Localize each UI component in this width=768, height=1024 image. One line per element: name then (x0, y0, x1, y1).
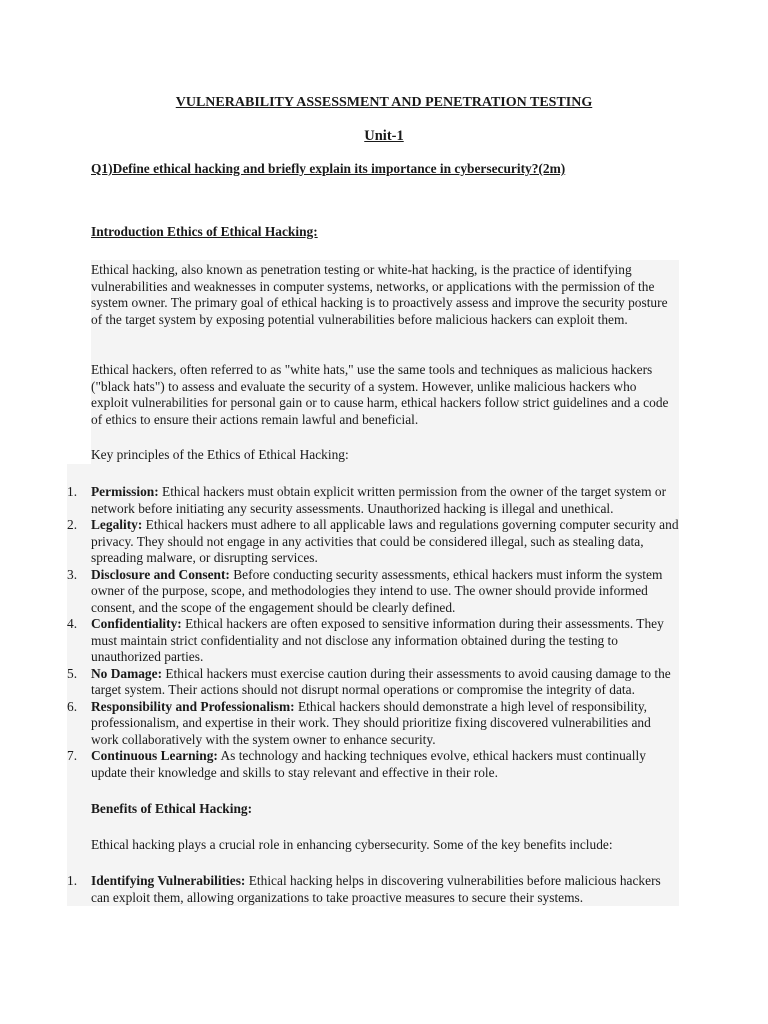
unit-heading: Unit-1 (364, 128, 404, 144)
list-item-term: Legality: (91, 517, 143, 532)
benefits-heading: Benefits of Ethical Hacking: (91, 801, 253, 816)
paragraph: Ethical hacking, also known as penetration testing or white-hat hacking, is the practice of identifying vulnerabilities and weaknesses in computer systems, networks, or applications with the permission of the system owner. The primary goal of ethical hacking is to proactively assess and improve the security posture of the target system by exposing potential vulnerabilities before malicious hackers can exploit them. (91, 262, 668, 327)
list-item-text: Ethical hackers are often exposed to sensitive information during their assessments. They must maintain strict confidentiality and not disclose any information obtained during the testing to unauthorized parties. (91, 616, 664, 664)
list-item-text: Ethical hacking helps in discovering vulnerabilities before malicious hackers can exploit them, allowing organizations to take proactive measures to secure their systems. (91, 873, 661, 905)
paragraph: Key principles of the Ethics of Ethical Hacking: (91, 447, 349, 462)
list-item (67, 873, 679, 906)
benefits-list (67, 873, 679, 906)
document-title: VULNERABILITY ASSESSMENT AND PENETRATION TESTING (175, 95, 593, 110)
list-number: 7. (67, 748, 78, 763)
list-item (67, 484, 679, 517)
list-number: 3. (67, 566, 78, 582)
list-number: 1. (67, 873, 78, 888)
list-number: 2. (67, 517, 78, 532)
list-item (67, 616, 679, 666)
list-item (67, 666, 679, 699)
list-item (67, 748, 679, 781)
question-heading: Q1)Define ethical hacking and briefly explain its importance in cybersecurity?(2m) (91, 161, 566, 176)
list-item-term: Continuous Learning: (91, 748, 218, 763)
list-item (67, 517, 679, 567)
list-number: 6. (67, 698, 78, 714)
list-item-text: As technology and hacking techniques evolve, ethical hackers must continually update their knowledge and skills to stay relevant and effective in their role. (91, 748, 646, 780)
list-number: 5. (67, 665, 78, 681)
list-item-term: No Damage: (91, 665, 163, 681)
paragraph: Ethical hacking plays a crucial role in enhancing cybersecurity. Some of the key benefits include: (91, 837, 613, 852)
list-item-text: Ethical hackers must exercise caution during their assessments to avoid causing damage to the target system. Their actions should not disrupt normal operations or compromise the integrity of data. (91, 665, 671, 697)
list-item-text: Ethical hackers must adhere to all applicable laws and regulations governing computer security and privacy. They should not engage in any activities that could be considered illegal, such as stealing data, spreading malware, or disrupting services. (91, 517, 679, 565)
list-item (67, 567, 679, 617)
list-item-text: Ethical hackers should demonstrate a high level of responsibility, professionalism, and expertise in their work. They should prioritize fixing discovered vulnerabilities and work collaboratively with the system owner to enhance security. (91, 698, 651, 747)
intro-heading: Introduction Ethics of Ethical Hacking: (91, 224, 318, 239)
list-number: 4. (67, 616, 78, 631)
list-item-term: Permission: (91, 484, 159, 499)
list-item-text: Ethical hackers must obtain explicit written permission from the owner of the target system or network before initiating any security assessments. Unauthorized hacking is illegal and unethical. (91, 484, 667, 516)
list-item-term: Confidentiality: (91, 616, 182, 631)
list-item (67, 699, 679, 749)
list-item-term: Identifying Vulnerabilities: (91, 873, 246, 888)
list-item-term: Disclosure and Consent: (91, 566, 230, 582)
list-number: 1. (67, 484, 78, 499)
list-item-text: Before conducting security assessments, ethical hackers must inform the system owner of the purpose, scope, and methodologies they intend to use. The owner should provide informed consent, and the scope of the engagement should be clearly defined. (91, 566, 663, 615)
paragraph: Ethical hackers, often referred to as "white hats," use the same tools and techniques as malicious hackers ("black hats") to assess and evaluate the security of a system. However, unlike malicious hackers who exploit vulnerabilities for personal gain or to cause harm, ethical hackers follow strict guidelines and a code of ethics to ensure their actions remain lawful and beneficial. (91, 362, 669, 427)
principles-list (67, 484, 679, 781)
list-item-term: Responsibility and Professionalism: (91, 698, 295, 714)
